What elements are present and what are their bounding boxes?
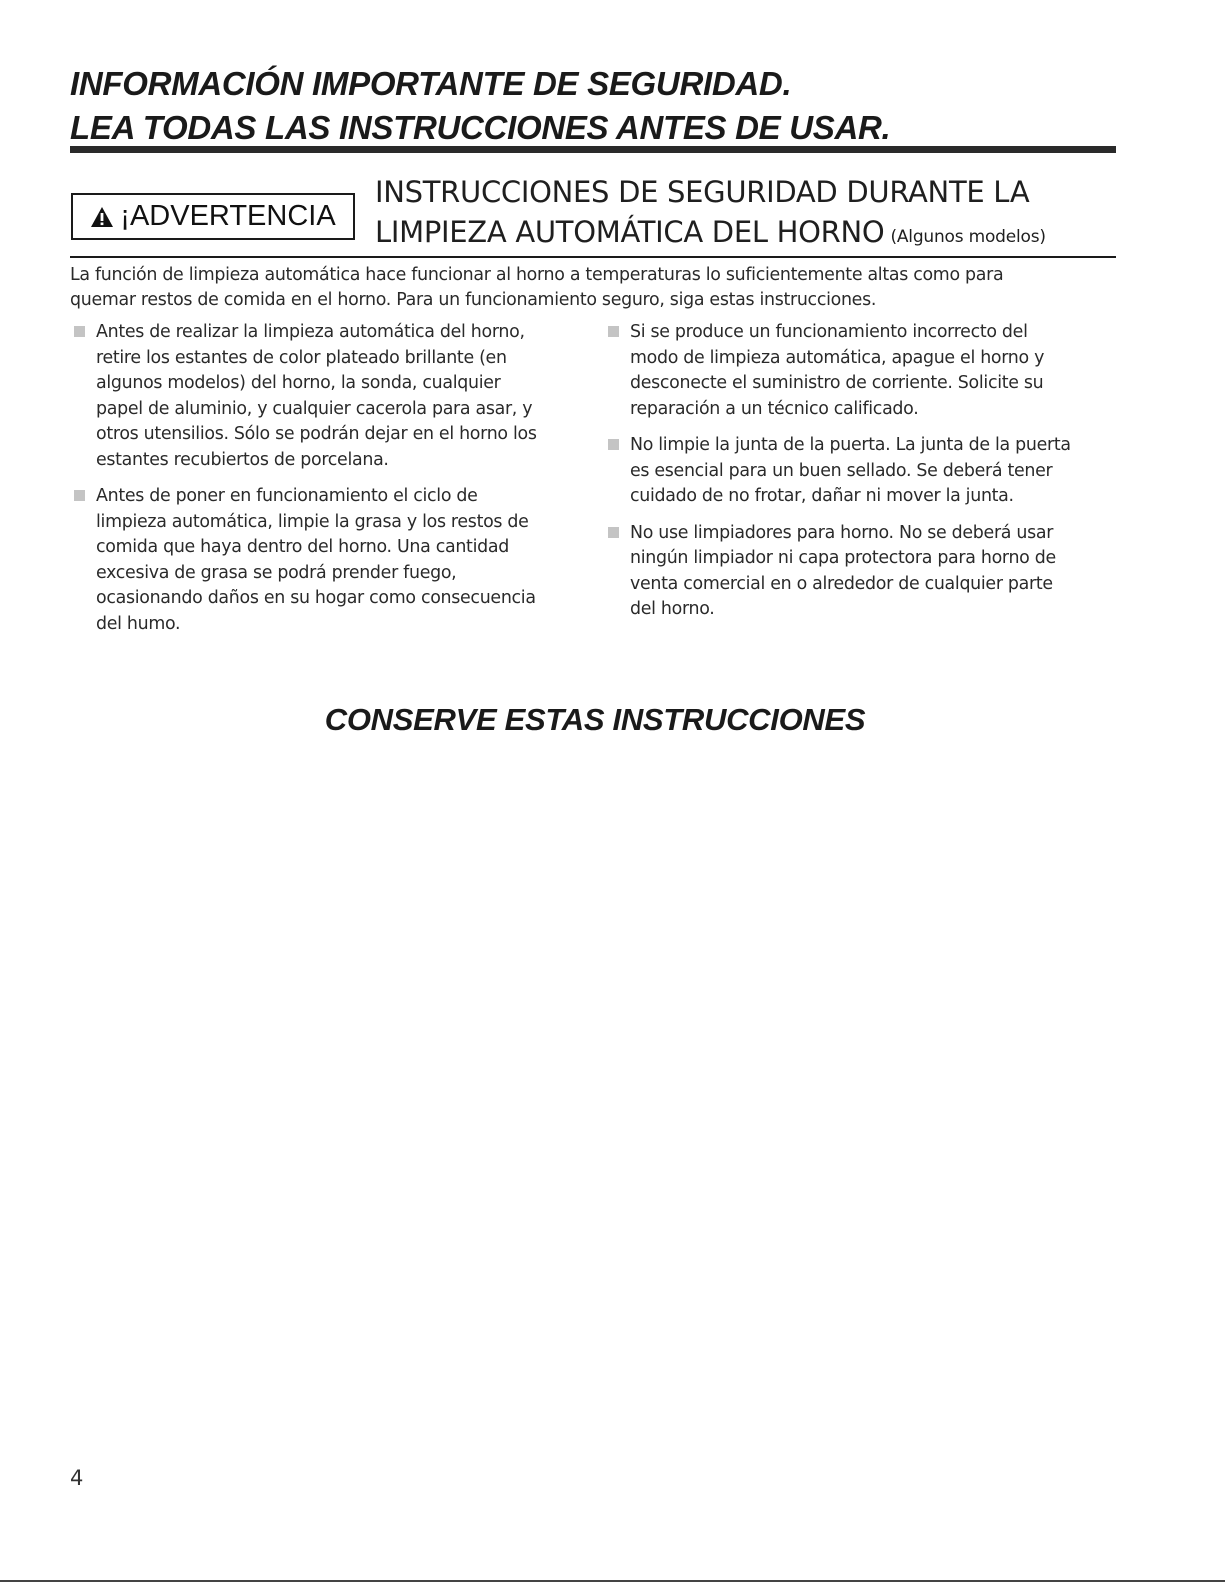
section-title [375,172,1115,257]
bullet-text-line: modo de limpieza automática, apague el horno y [630,347,1045,368]
bullet-text-line: es esencial para un buen sellado. Se deberá tener [630,460,1053,481]
bullet-item [72,484,602,637]
bullet-text-line: No use limpiadores para horno. No se deberá usar [630,522,1054,543]
bullet-text-line: reparación a un técnico calificado. [630,398,919,419]
section-title-text: LIMPIEZA AUTOMÁTICA DEL HORNO [375,215,885,249]
bullet-text-line: excesiva de grasa se podrá prender fuego, [96,562,457,583]
bullet-text-line: Si se produce un funcionamiento incorrecto del [630,322,1028,342]
bullet-text-line: limpieza automática, limpie la grasa y los restos de [96,511,529,532]
bullet-text-line: Antes de poner en funcionamiento el ciclo de [96,486,478,506]
bullet-text-line: retire los estantes de color plateado brillante (en [96,347,507,368]
bullet-text-line: desconecte el suministro de corriente. Solicite su [630,373,1044,393]
bullet-text-line: Antes de realizar la limpieza automática del horno, [96,322,525,342]
bullet-text-line: algunos modelos) del horno, la sonda, cualquier [96,373,501,393]
bullet-text-line: ocasionando daños en su hogar como consecuencia [96,588,536,608]
bullet-text-line: del humo. [96,613,181,634]
bullet-square-icon [608,326,619,337]
left-bullet-list [72,320,602,648]
bullet-text-line: estantes recubiertos de porcelana. [96,449,389,470]
bullet-item [606,320,1126,422]
intro-line-2: quemar restos de comida en el horno. Para un funcionamiento seguro, siga estas instrucciones. [70,290,877,310]
bullet-square-icon [74,326,85,337]
title-divider [70,146,1116,153]
page-number: 4 [70,1466,84,1490]
bullet-text-line: venta comercial en o alrededor de cualquier parte [630,573,1053,594]
warning-triangle-icon [90,206,114,228]
right-bullet-list [606,320,1126,634]
bullet-item [72,320,602,473]
bullet-text-line: No limpie la junta de la puerta. La junta de la puerta [630,435,1071,455]
bullet-text-line: comida que haya dentro del horno. Una cantidad [96,537,509,557]
bullet-text-line: cuidado de no frotar, dañar ni mover la junta. [630,486,1014,506]
bullet-text-line: del horno. [630,599,715,619]
bullet-item [606,521,1126,623]
warning-label: ¡ADVERTENCIA [120,200,336,232]
bullet-square-icon [608,439,619,450]
bullet-text-line: otros utensilios. Sólo se podrán dejar en el horno los [96,424,537,444]
section-title-line-2 [375,212,1115,257]
section-subtitle: (Algunos modelos) [890,227,1046,247]
bullet-text-line: ningún limpiador ni capa protectora para horno de [630,548,1056,568]
keep-instructions-heading: CONSERVE ESTAS INSTRUCCIONES [324,702,866,737]
page-title-line-1: INFORMACIÓN IMPORTANTE DE SEGURIDAD. [70,65,792,102]
bottom-divider [0,1580,1225,1582]
section-divider [70,256,1116,258]
page-title [70,62,1130,150]
bullet-item [606,433,1126,510]
section-title-line-1: INSTRUCCIONES DE SEGURIDAD DURANTE LA [375,175,1030,209]
page-title-line-2: LEA TODAS LAS INSTRUCCIONES ANTES DE USAR. [70,109,891,146]
bullet-text-line: papel de aluminio, y cualquier cacerola para asar, y [96,398,533,419]
bullet-square-icon [74,490,85,501]
intro-paragraph [70,263,1130,313]
intro-line-1: La función de limpieza automática hace funcionar al horno a temperaturas lo suficientemente altas como para [70,265,1004,285]
bullet-square-icon [608,527,619,538]
warning-box [71,193,355,240]
